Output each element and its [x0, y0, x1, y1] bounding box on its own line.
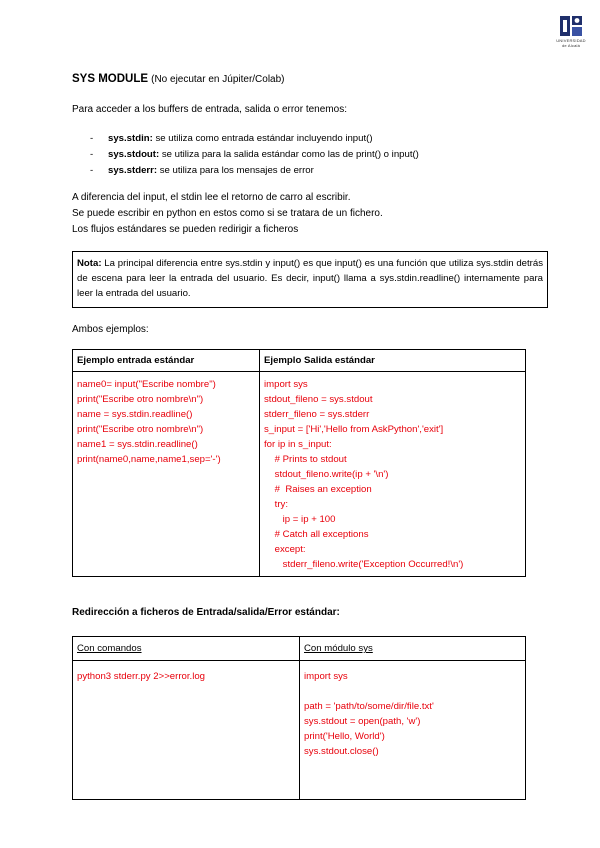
university-crest-icon: [558, 14, 584, 38]
column-header: Ejemplo entrada estándar: [73, 350, 260, 372]
logo-caption-1: UNIVERSIDAD: [556, 38, 586, 43]
stdout-example-code: import sys stdout_fileno = sys.stdout stderr_fileno = sys.stderr s_input = ['Hi','Hello from AskPython','exit'] for ip in s_input: # Prints to stdout stdout_fileno.write(ip + '\n') # Raises an exception try: ip = ip + 100 # Catch all exceptions except: stderr_fileno.write('Exception Occurred!\n'): [260, 372, 526, 577]
bullet-term: sys.stdin:: [108, 133, 153, 144]
logo-caption-2: de Alcalá: [561, 43, 581, 48]
column-header: Con módulo sys: [300, 637, 526, 661]
table-header-row: [73, 350, 526, 372]
redirection-heading: Redirección a ficheros de Entrada/salida/Error estándar:: [72, 607, 340, 618]
bullet-text: se utiliza para los mensajes de error: [157, 165, 314, 176]
bullet-list: [90, 131, 419, 179]
university-logo: [553, 14, 589, 48]
examples-table: [72, 349, 526, 577]
bullet-term: sys.stdout:: [108, 149, 160, 160]
examples-heading: Ambos ejemplos:: [72, 324, 149, 335]
table-row: [73, 661, 526, 800]
table-row: [73, 372, 526, 577]
command-example-code: python3 stderr.py 2>>error.log: [73, 661, 300, 800]
page-title: [72, 73, 285, 85]
bullet-text: se utiliza para la salida estándar como las de print() o input(): [159, 149, 419, 160]
stdin-example-code: name0= input("Escribe nombre") print("Escribe otro nombre\n") name = sys.stdin.readline() print("Escribe otro nombre\n") name1 = sys.stdin.readline() print(name0,name,name1,sep='-'): [73, 372, 260, 577]
table-header-row: [73, 637, 526, 661]
redirection-table: [72, 636, 526, 800]
bullet-text: se utiliza como entrada estándar incluyendo input(): [152, 133, 373, 144]
list-item: - sys.stderr: se utiliza para los mensajes de error: [90, 165, 314, 176]
bullet-term: sys.stderr:: [108, 165, 158, 176]
column-header: Ejemplo Salida estándar: [260, 350, 526, 372]
title-main: SYS MODULE: [72, 73, 149, 85]
column-header: Con comandos: [73, 637, 300, 661]
list-item: - sys.stdout: se utiliza para la salida estándar como las de print() o input(): [90, 149, 419, 160]
note-box: [72, 251, 548, 308]
paragraph-line: A diferencia del input, el stdin lee el retorno de carro al escribir.: [72, 192, 351, 203]
intro-text: Para acceder a los buffers de entrada, salida o error tenemos:: [72, 104, 347, 115]
paragraph-line: Los flujos estándares se pueden redirigir a ficheros: [72, 224, 299, 235]
sys-module-example-code: import sys path = 'path/to/some/dir/file.txt' sys.stdout = open(path, 'w') print('Hello, World') sys.stdout.close(): [300, 661, 526, 800]
list-item: - sys.stdin: se utiliza como entrada estándar incluyendo input(): [90, 133, 373, 144]
paragraph-line: Se puede escribir en python en estos como si se tratara de un fichero.: [72, 208, 383, 219]
title-sub: (No ejecutar en Júpiter/Colab): [151, 74, 285, 85]
note-text: La principal diferencia entre sys.stdin y input() es que input() es una función que utiliza sys.stdin detrás de escena para leer la entrada del usuario. Es decir, input() llama a sys.stdin.readline() internamente para leer la entrada del usuario.: [77, 258, 543, 299]
description-paragraph: [72, 190, 383, 238]
note-label: Nota:: [77, 258, 102, 269]
